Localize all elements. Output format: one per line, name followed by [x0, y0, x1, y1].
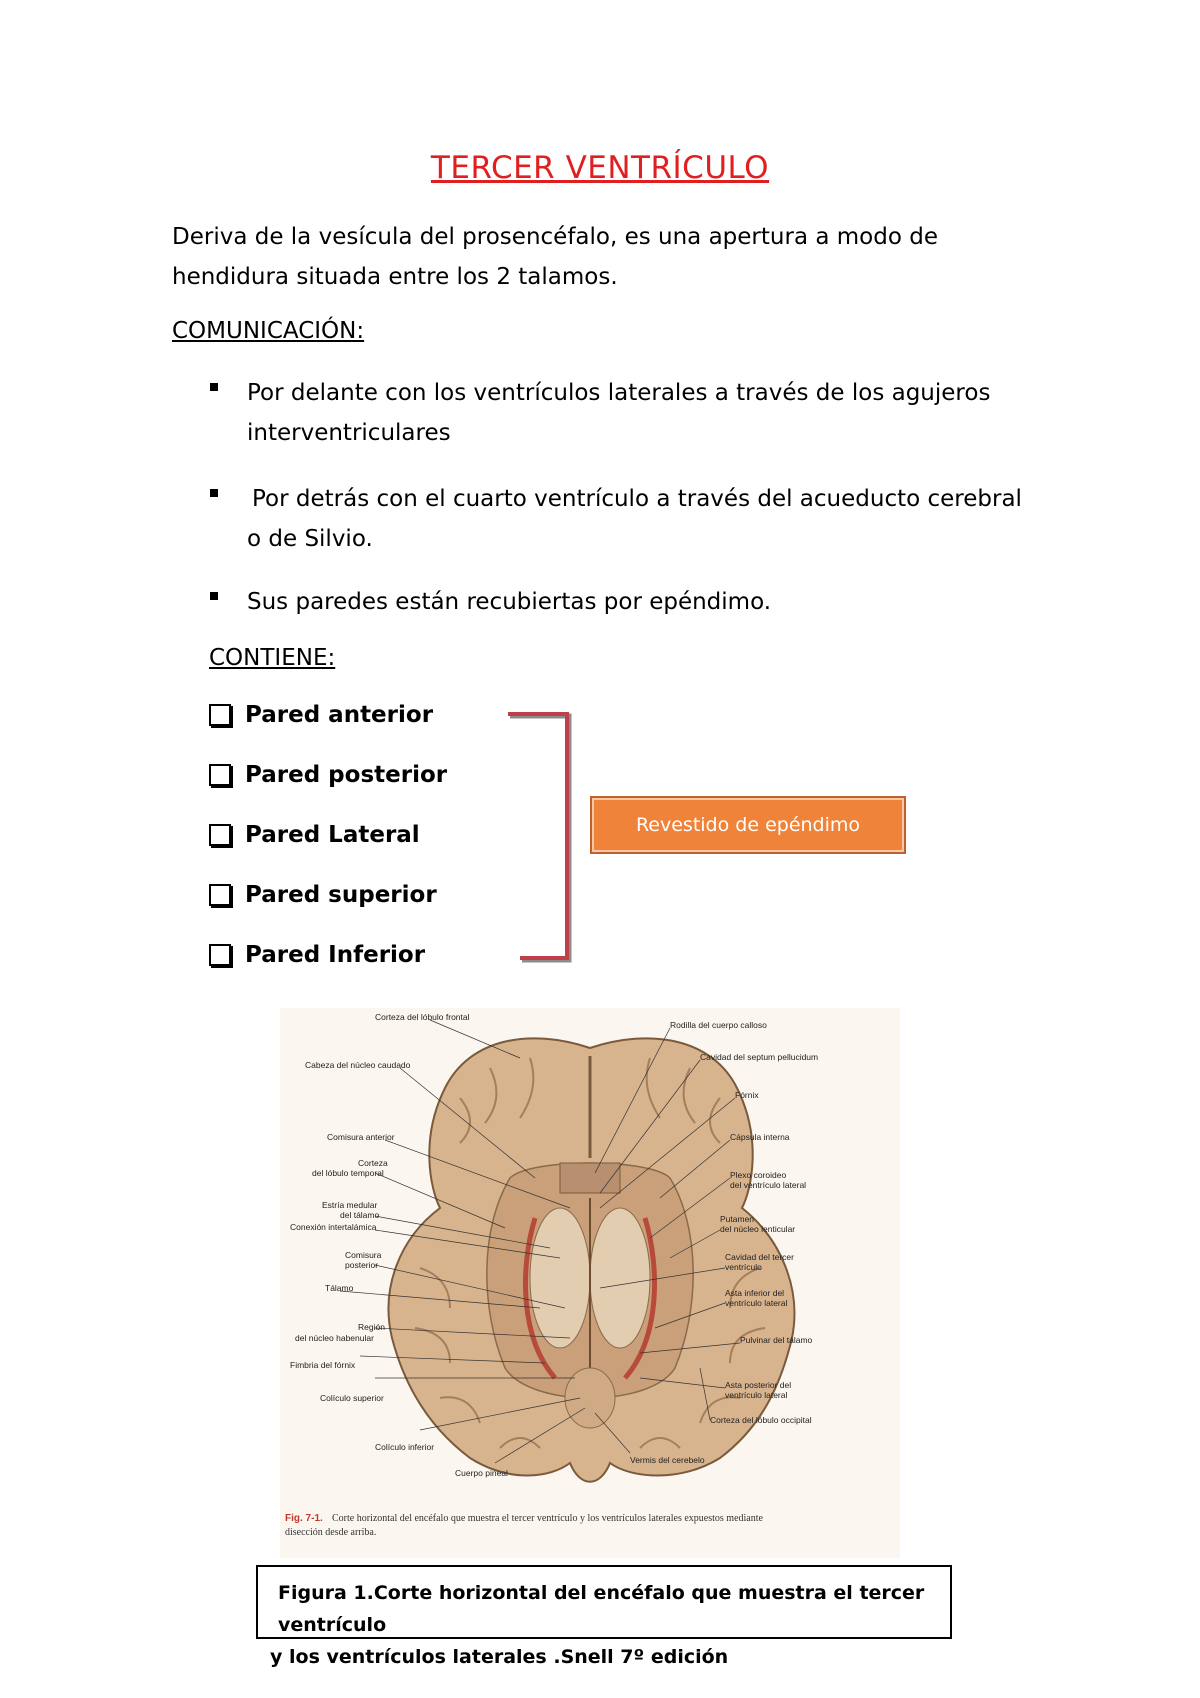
comunicacion-item-2-line-2: o de Silvio.	[247, 526, 373, 552]
figure-label: Estría medular	[322, 1200, 378, 1210]
figure-label: Vermis del cerebelo	[630, 1455, 705, 1465]
bracket-connector	[500, 700, 580, 970]
figure-label: del ventrículo lateral	[730, 1180, 807, 1190]
figure-label: Asta posterior del	[725, 1380, 792, 1390]
checkbox-icon	[209, 824, 231, 846]
figure-label: del lóbulo temporal	[312, 1168, 384, 1178]
figure-label: Cuerpo pineal	[455, 1468, 508, 1478]
comunicacion-heading: COMUNICACIÓN:	[172, 318, 365, 344]
figure-label: Tálamo	[325, 1283, 354, 1293]
figure-label: Región	[358, 1322, 385, 1332]
contiene-heading: CONTIENE:	[209, 645, 336, 671]
thalamus-left	[530, 1208, 590, 1348]
checkbox-icon	[209, 884, 231, 906]
contiene-item: Pared posterior	[209, 762, 447, 788]
figure-label: Putamen	[720, 1214, 755, 1224]
intro-line-2: hendidura situada entre los 2 talamos.	[172, 264, 618, 290]
figure-label: del núcleo habenular	[295, 1333, 374, 1343]
page-title: TERCER VENTRÍCULO	[430, 150, 770, 186]
contiene-item: Pared anterior	[209, 702, 433, 728]
contiene-item: Pared superior	[209, 882, 437, 908]
figure-label: ventrículo lateral	[725, 1390, 788, 1400]
brain-illustration	[280, 1008, 900, 1558]
contiene-item: Pared Lateral	[209, 822, 420, 848]
figure-label: posterior	[345, 1260, 379, 1270]
comunicacion-item-1-line-2: interventriculares	[247, 420, 451, 446]
figure-label: Colículo inferior	[375, 1442, 435, 1452]
contiene-item: Pared Inferior	[209, 942, 425, 968]
fig-caption-line-1: Corte horizontal del encéfalo que muestra el tercer ventrículo y los ventrículos laterales expuestos mediante	[332, 1513, 763, 1524]
intro-line-1: Deriva de la vesícula del prosencéfalo, es una apertura a modo de	[172, 224, 938, 250]
figure-label: ventrículo	[725, 1262, 762, 1272]
comunicacion-item-1-line-1: Por delante con los ventrículos laterales a través de los agujeros	[247, 380, 991, 406]
figure-label: Conexión intertalámica	[290, 1222, 377, 1232]
checkbox-icon	[209, 764, 231, 786]
figure-label: Cápsula interna	[730, 1132, 790, 1142]
bullet-icon	[210, 489, 218, 497]
figure-label: Plexo coroideo	[730, 1170, 787, 1180]
figure-label: Cavidad del tercer	[725, 1252, 794, 1262]
figure-label: del núcleo lenticular	[720, 1224, 796, 1234]
figure-label: del tálamo	[340, 1210, 380, 1220]
thalamus-right	[590, 1208, 650, 1348]
fig-caption-line-2: disección desde arriba.	[285, 1527, 377, 1538]
figure-label: Fimbria del fórnix	[290, 1360, 356, 1370]
figure-label: Comisura	[345, 1250, 382, 1260]
figure-caption-box	[256, 1565, 952, 1668]
figure-label: Corteza	[358, 1158, 388, 1168]
figure-label: Pulvinar del tálamo	[740, 1335, 813, 1345]
figure-label: Cavidad del septum pellucidum	[700, 1052, 819, 1062]
comunicacion-item-3: Sus paredes están recubiertas por epéndimo.	[247, 589, 772, 615]
figure-label: ventrículo lateral	[725, 1298, 788, 1308]
figure-label: Cabeza del núcleo caudado	[305, 1060, 411, 1070]
checkbox-icon	[209, 704, 231, 726]
figure-label: Corteza del lóbulo frontal	[375, 1012, 470, 1022]
figure-caption-line-1: Figura 1.Corte horizontal del encéfalo que muestra el tercer ventrículo	[278, 1582, 925, 1636]
figure-label: Comisura anterior	[327, 1132, 395, 1142]
figure-label: Fórnix	[735, 1090, 759, 1100]
checkbox-icon	[209, 944, 231, 966]
bullet-icon	[210, 592, 218, 600]
fig-caption-label: Fig. 7-1.	[285, 1513, 323, 1524]
figure-label: Asta inferior del	[725, 1288, 785, 1298]
figure-label: Corteza del lóbulo occipital	[710, 1415, 812, 1425]
figure-label: Rodilla del cuerpo calloso	[670, 1020, 767, 1030]
callout-box: Revestido de epéndimo	[590, 796, 906, 854]
bullet-icon	[210, 383, 218, 391]
brain-figure	[280, 1008, 900, 1558]
figure-caption-line-2: y los ventrículos laterales .Snell 7º edición	[270, 1646, 729, 1668]
figure-label: Colículo superior	[320, 1393, 384, 1403]
cerebellum-vermis	[565, 1368, 615, 1428]
comunicacion-item-2-line-1: Por detrás con el cuarto ventrículo a través del acueducto cerebral	[252, 486, 1022, 512]
